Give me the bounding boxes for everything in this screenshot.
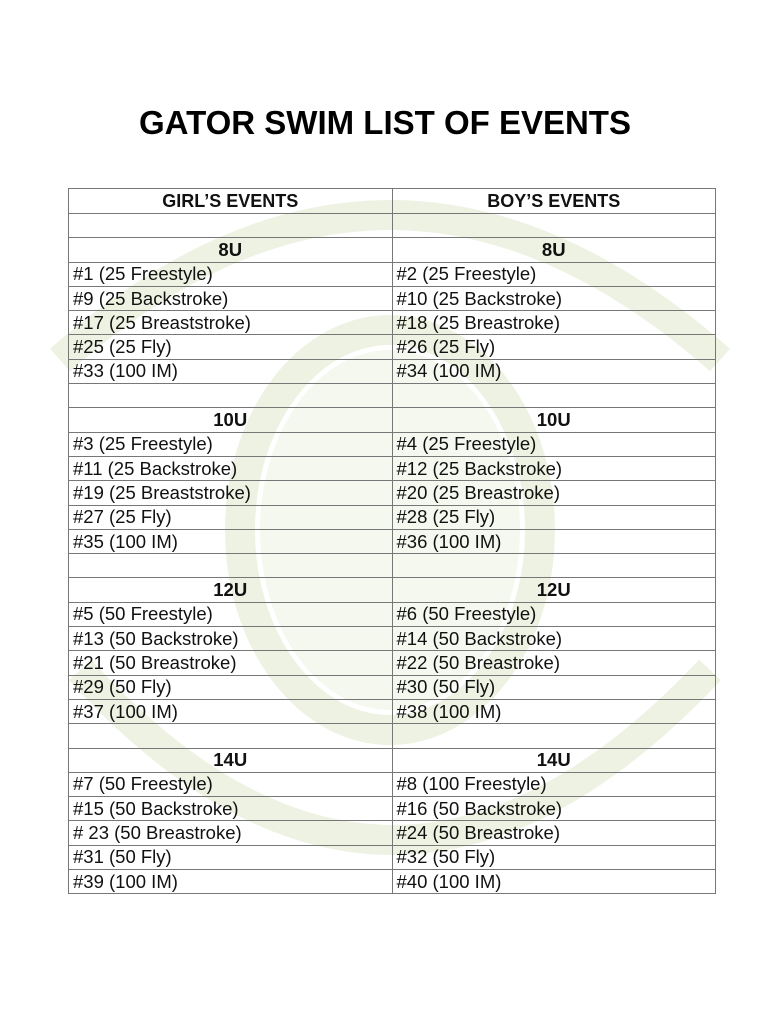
spacer-row xyxy=(69,384,716,408)
boys-cell: 14U xyxy=(392,748,716,772)
event-row xyxy=(69,432,716,456)
girls-cell: 12U xyxy=(69,578,393,602)
boys-cell: #36 (100 IM) xyxy=(392,529,716,553)
event-row xyxy=(69,335,716,359)
girls-cell: #21 (50 Breastroke) xyxy=(69,651,393,675)
girls-cell: 10U xyxy=(69,408,393,432)
event-row xyxy=(69,286,716,310)
girls-cell: #31 (50 Fly) xyxy=(69,845,393,869)
age-group-row xyxy=(69,408,716,432)
boys-events-header: BOY’S EVENTS xyxy=(392,189,716,214)
age-group-row xyxy=(69,578,716,602)
event-row xyxy=(69,845,716,869)
boys-cell: #30 (50 Fly) xyxy=(392,675,716,699)
boys-cell: 8U xyxy=(392,238,716,262)
girls-cell: #33 (100 IM) xyxy=(69,359,393,383)
event-row xyxy=(69,821,716,845)
event-row xyxy=(69,651,716,675)
boys-cell: #32 (50 Fly) xyxy=(392,845,716,869)
spacer-row xyxy=(69,724,716,748)
age-group-row xyxy=(69,238,716,262)
girls-cell: #29 (50 Fly) xyxy=(69,675,393,699)
girls-cell: 8U xyxy=(69,238,393,262)
event-row xyxy=(69,675,716,699)
empty-cell xyxy=(69,384,393,408)
empty-cell xyxy=(392,384,716,408)
boys-cell: #20 (25 Breastroke) xyxy=(392,481,716,505)
event-row xyxy=(69,481,716,505)
girls-cell: 14U xyxy=(69,748,393,772)
boys-cell: #14 (50 Backstroke) xyxy=(392,627,716,651)
girls-cell: #37 (100 IM) xyxy=(69,699,393,723)
boys-cell: #2 (25 Freestyle) xyxy=(392,262,716,286)
boys-cell: #40 (100 IM) xyxy=(392,870,716,894)
boys-cell: #16 (50 Backstroke) xyxy=(392,797,716,821)
event-row xyxy=(69,772,716,796)
girls-cell: #13 (50 Backstroke) xyxy=(69,627,393,651)
empty-cell xyxy=(392,554,716,578)
girls-cell: #27 (25 Fly) xyxy=(69,505,393,529)
girls-cell: #17 (25 Breaststroke) xyxy=(69,311,393,335)
spacer-row xyxy=(69,214,716,238)
boys-cell: #38 (100 IM) xyxy=(392,699,716,723)
event-row xyxy=(69,456,716,480)
empty-cell xyxy=(392,214,716,238)
girls-cell: # 23 (50 Breastroke) xyxy=(69,821,393,845)
boys-cell: #28 (25 Fly) xyxy=(392,505,716,529)
girls-cell: #39 (100 IM) xyxy=(69,870,393,894)
empty-cell xyxy=(69,554,393,578)
girls-cell: #25 (25 Fly) xyxy=(69,335,393,359)
girls-cell: #19 (25 Breaststroke) xyxy=(69,481,393,505)
events-table xyxy=(68,188,716,894)
empty-cell xyxy=(69,724,393,748)
boys-cell: #34 (100 IM) xyxy=(392,359,716,383)
event-row xyxy=(69,505,716,529)
event-row xyxy=(69,359,716,383)
boys-cell: 10U xyxy=(392,408,716,432)
boys-cell: #4 (25 Freestyle) xyxy=(392,432,716,456)
girls-cell: #1 (25 Freestyle) xyxy=(69,262,393,286)
boys-cell: #26 (25 Fly) xyxy=(392,335,716,359)
event-row xyxy=(69,797,716,821)
event-row xyxy=(69,699,716,723)
event-row xyxy=(69,870,716,894)
girls-cell: #3 (25 Freestyle) xyxy=(69,432,393,456)
empty-cell xyxy=(392,724,716,748)
boys-cell: #24 (50 Breastroke) xyxy=(392,821,716,845)
boys-cell: #6 (50 Freestyle) xyxy=(392,602,716,626)
girls-cell: #15 (50 Backstroke) xyxy=(69,797,393,821)
girls-cell: #5 (50 Freestyle) xyxy=(69,602,393,626)
girls-events-header: GIRL’S EVENTS xyxy=(69,189,393,214)
header-row xyxy=(69,189,716,214)
girls-cell: #9 (25 Backstroke) xyxy=(69,286,393,310)
event-row xyxy=(69,262,716,286)
boys-cell: #12 (25 Backstroke) xyxy=(392,456,716,480)
spacer-row xyxy=(69,554,716,578)
boys-cell: 12U xyxy=(392,578,716,602)
boys-cell: #8 (100 Freestyle) xyxy=(392,772,716,796)
event-row xyxy=(69,311,716,335)
empty-cell xyxy=(69,214,393,238)
boys-cell: #22 (50 Breastroke) xyxy=(392,651,716,675)
girls-cell: #7 (50 Freestyle) xyxy=(69,772,393,796)
page-title: GATOR SWIM LIST OF EVENTS xyxy=(139,104,631,141)
boys-cell: #10 (25 Backstroke) xyxy=(392,286,716,310)
event-row xyxy=(69,529,716,553)
event-row xyxy=(69,627,716,651)
girls-cell: #35 (100 IM) xyxy=(69,529,393,553)
event-row xyxy=(69,602,716,626)
boys-cell: #18 (25 Breastroke) xyxy=(392,311,716,335)
girls-cell: #11 (25 Backstroke) xyxy=(69,456,393,480)
age-group-row xyxy=(69,748,716,772)
